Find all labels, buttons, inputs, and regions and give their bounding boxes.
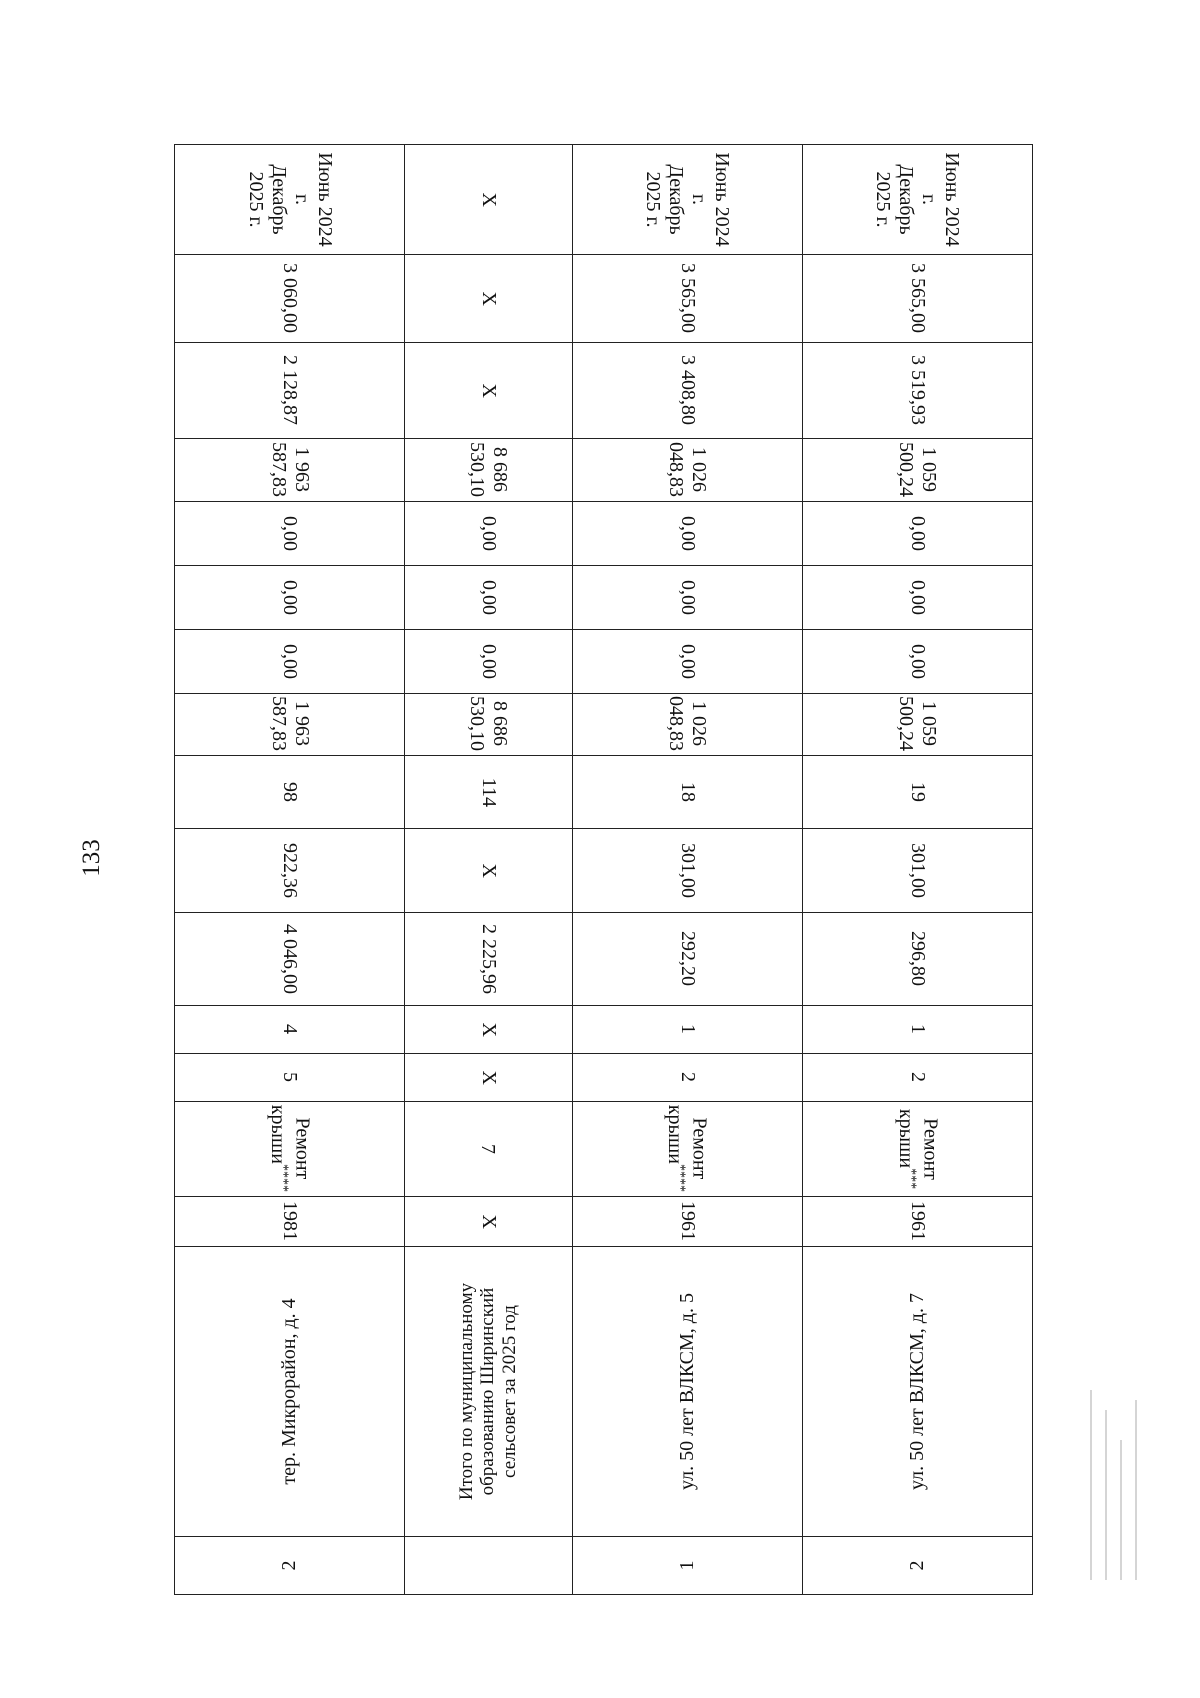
area-value: 292,20	[676, 931, 699, 987]
scan-stamp-mark	[1085, 1380, 1145, 1590]
c5-value: 2	[676, 1072, 699, 1083]
fund3-cell	[175, 502, 405, 566]
fund1-value: 0,00	[906, 644, 929, 679]
unit-cost-value: 2 128,87	[279, 355, 302, 426]
year-value: 1981	[279, 1201, 302, 1242]
people-cell	[572, 756, 802, 829]
limit-cost-value: 3 565,00	[676, 263, 699, 334]
fund3-value: 0,00	[906, 516, 929, 551]
work-type-text	[476, 1144, 501, 1154]
people-cell	[405, 756, 572, 829]
c4-cell	[572, 1006, 802, 1054]
cost-total-cell	[802, 694, 1032, 756]
fund1-cell	[802, 630, 1032, 694]
period-text	[244, 149, 336, 250]
people-value: 19	[906, 782, 929, 802]
work-type-text	[894, 1106, 942, 1192]
owners-cell	[175, 439, 405, 502]
unit-cost-cell	[802, 343, 1032, 439]
limit-cost-value: 3 565,00	[906, 263, 929, 334]
unit-cost-cell	[572, 343, 802, 439]
owners-cell	[802, 439, 1032, 502]
cost-total-cell	[405, 694, 572, 756]
unit-cost-cell	[175, 343, 405, 439]
num-cell	[405, 1537, 572, 1595]
c5-value: Х	[477, 1070, 500, 1085]
budget-table-rotated	[174, 145, 1033, 1595]
fund3-value: 0,00	[477, 516, 500, 551]
fund2-cell	[572, 566, 802, 630]
limit-cost-value: 3 060,00	[279, 263, 302, 334]
fund2-cell	[175, 566, 405, 630]
year-cell	[802, 1197, 1032, 1247]
owners-cell	[572, 439, 802, 502]
fund3-cell	[802, 502, 1032, 566]
fund2-cell	[802, 566, 1032, 630]
owners-value: 8 686 530,10	[466, 442, 512, 497]
num-value: 2	[278, 1560, 301, 1571]
owners-value: 1 026 048,83	[665, 442, 711, 497]
period-from: Х	[477, 192, 500, 207]
fund1-cell	[572, 630, 802, 694]
owners-value: 1 963 587,83	[267, 442, 313, 497]
area2-value: 301,00	[906, 843, 929, 898]
period-text	[641, 149, 733, 250]
num-value: 2	[905, 1560, 928, 1571]
c5-cell	[802, 1054, 1032, 1102]
area-cell	[802, 913, 1032, 1006]
year-cell	[175, 1197, 405, 1247]
c4-value: Х	[477, 1022, 500, 1037]
period-cell	[175, 145, 405, 255]
c4-cell	[405, 1006, 572, 1054]
year-value: 1961	[676, 1201, 699, 1242]
num-cell	[572, 1537, 802, 1595]
budget-table	[174, 144, 1033, 1595]
address-text: ул. 50 лет ВЛКСМ, д. 5	[675, 1293, 698, 1490]
fund3-cell	[405, 502, 572, 566]
work-type-text	[266, 1105, 314, 1192]
work-type-label: Ремонт крыши	[894, 1108, 942, 1180]
fund2-cell	[405, 566, 572, 630]
address-cell	[802, 1247, 1032, 1537]
c5-cell	[572, 1054, 802, 1102]
work-type-label: 7	[477, 1144, 500, 1154]
c5-value: 2	[906, 1072, 929, 1083]
limit-cost-value: Х	[477, 291, 500, 306]
table-row	[572, 145, 802, 1595]
people-value: 18	[676, 782, 699, 802]
num-cell	[175, 1537, 405, 1595]
period-to: Декабрь 2025 г.	[244, 164, 290, 235]
num-value: 1	[675, 1560, 698, 1571]
year-cell	[572, 1197, 802, 1247]
area2-value: 301,00	[676, 843, 699, 898]
address-cell	[405, 1247, 572, 1537]
cost-total-value: 1 059 500,24	[895, 696, 941, 751]
fund1-value: 0,00	[279, 644, 302, 679]
people-cell	[175, 756, 405, 829]
work-type-label: Ремонт крыши	[664, 1104, 711, 1180]
owners-cell	[405, 439, 572, 502]
c5-cell	[405, 1054, 572, 1102]
c4-value: 4	[279, 1024, 302, 1035]
work-type-cell	[802, 1102, 1032, 1197]
year-value: Х	[477, 1214, 500, 1229]
budget-table-wrapper	[174, 145, 1033, 1595]
page-number: 133	[78, 839, 105, 877]
work-type-cell	[405, 1102, 572, 1197]
table-row	[802, 145, 1032, 1595]
cost-total-cell	[572, 694, 802, 756]
limit-cost-cell	[175, 255, 405, 343]
cost-total-value: 1 026 048,83	[665, 696, 711, 751]
period-cell	[572, 145, 802, 255]
c4-value: 1	[676, 1024, 699, 1035]
period-from: Июнь 2024 г.	[290, 152, 336, 247]
num-cell	[802, 1537, 1032, 1595]
address-cell	[175, 1247, 405, 1537]
area-value: 2 225,96	[477, 924, 500, 994]
fund3-value: 0,00	[676, 516, 699, 551]
c5-value: 5	[279, 1072, 302, 1083]
fund2-value: 0,00	[477, 580, 500, 615]
area2-cell	[802, 829, 1032, 913]
footnote-stars: ***	[903, 1168, 919, 1190]
unit-cost-value: 3 519,93	[906, 355, 929, 426]
unit-cost-cell	[405, 343, 572, 439]
people-cell	[802, 756, 1032, 829]
fund1-value: 0,00	[477, 644, 500, 679]
limit-cost-cell	[405, 255, 572, 343]
period-to: Декабрь 2025 г.	[872, 164, 918, 235]
fund1-cell	[405, 630, 572, 694]
area2-cell	[405, 829, 572, 913]
address-cell	[572, 1247, 802, 1537]
fund1-cell	[175, 630, 405, 694]
c4-cell	[175, 1006, 405, 1054]
year-cell	[405, 1197, 572, 1247]
table-row	[175, 145, 405, 1595]
area2-cell	[572, 829, 802, 913]
period-cell	[802, 145, 1032, 255]
unit-cost-value: 3 408,80	[676, 355, 699, 426]
work-type-text	[663, 1105, 711, 1192]
fund2-value: 0,00	[906, 580, 929, 615]
work-type-cell	[572, 1102, 802, 1197]
address-text: ул. 50 лет ВЛКСМ, д. 7	[905, 1293, 928, 1490]
work-type-label: Ремонт крыши	[266, 1104, 314, 1180]
period-cell	[405, 145, 572, 255]
address-text: тер. Микрорайон, д. 4	[278, 1298, 301, 1485]
limit-cost-cell	[572, 255, 802, 343]
period-to: Декабрь 2025 г.	[642, 164, 688, 235]
footnote-stars: ****	[275, 1164, 291, 1193]
limit-cost-cell	[802, 255, 1032, 343]
area-cell	[175, 913, 405, 1006]
period-from: Июнь 2024 г.	[688, 152, 734, 247]
table-row	[405, 145, 572, 1595]
area2-value: Х	[477, 863, 500, 878]
period-from: Июнь 2024 г.	[918, 152, 964, 247]
period-text	[871, 149, 963, 250]
fund3-cell	[572, 502, 802, 566]
cost-total-cell	[175, 694, 405, 756]
area-cell	[572, 913, 802, 1006]
owners-value: 1 059 500,24	[895, 442, 941, 497]
area2-value: 922,36	[279, 843, 302, 898]
address-text: Итого по муниципальному образованию Ширинский сельсовет за 2025 год	[455, 1282, 521, 1501]
people-value: 98	[279, 782, 302, 802]
fund3-value: 0,00	[279, 516, 302, 551]
area-value: 296,80	[906, 931, 929, 987]
area-cell	[405, 913, 572, 1006]
work-type-cell	[175, 1102, 405, 1197]
unit-cost-value: Х	[477, 383, 500, 398]
c4-value: 1	[906, 1024, 929, 1035]
area-value: 4 046,00	[279, 924, 302, 994]
period-text	[477, 192, 500, 206]
fund1-value: 0,00	[676, 644, 699, 679]
people-value: 114	[477, 777, 500, 807]
c5-cell	[175, 1054, 405, 1102]
area2-cell	[175, 829, 405, 913]
footnote-stars: ****	[673, 1164, 688, 1193]
cost-total-value: 1 963 587,83	[267, 696, 313, 751]
fund2-value: 0,00	[279, 580, 302, 615]
year-value: 1961	[906, 1201, 929, 1242]
c4-cell	[802, 1006, 1032, 1054]
cost-total-value: 8 686 530,10	[466, 696, 512, 751]
fund2-value: 0,00	[676, 580, 699, 615]
